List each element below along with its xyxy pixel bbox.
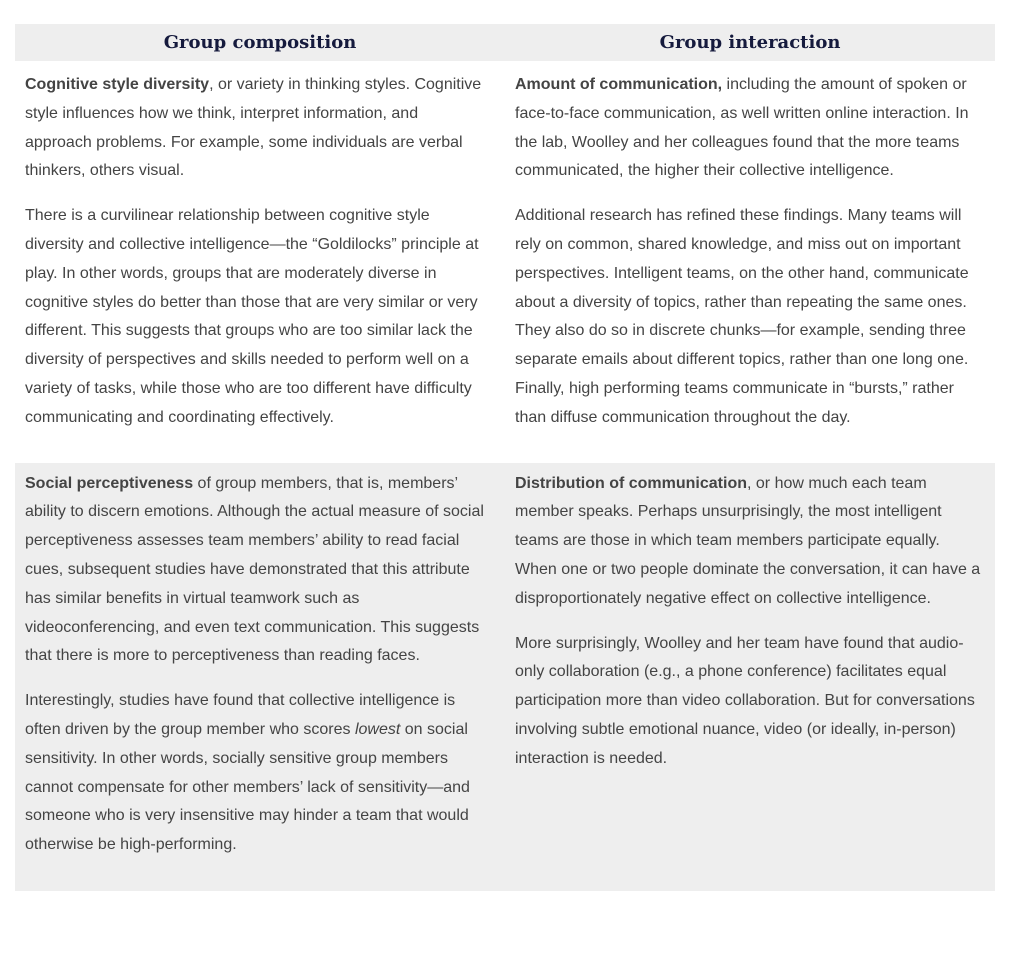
paragraph: Distribution of communication, or how much each team member speaks. Perhaps unsurprisingly, the most intelligent teams are those in which team members participate equally. When one or two people dominate the conversation, it can have a disproportionately negative effect on collective intelligence.	[515, 474, 981, 607]
paragraph: Cognitive style diversity, or variety in thinking styles. Cognitive style influences how we think, interpret information, and approach problems. For example, some individuals are verbal thinkers, others visual.	[25, 76, 482, 180]
table-row	[15, 463, 995, 891]
paragraph: Social perceptiveness of group members, that is, members’ ability to discern emotions. Although the actual measure of social perceptiveness assesses team members’ ability to read facial cues, subsequent studies have demonstrated that this attribute has similar benefits in virtual teamwork such as videoconferencing, and even text communication. This suggests that there is more to perceptiveness than reading faces.	[25, 474, 484, 665]
cell-amount-of-communication	[505, 61, 995, 463]
cell-social-perceptiveness	[15, 463, 505, 891]
term-bold: Amount of communication,	[515, 76, 723, 93]
term-bold: Distribution of communication	[515, 474, 747, 492]
paragraph: There is a curvilinear relationship between cognitive style diversity and collective intelligence—the “Goldilocks” principle at play. In other words, groups that are moderately diverse in cognitive styles do better than those that are very similar or very different. This suggests that groups who are too similar lack the diversity of perspectives and skills needed to perform well on a variety of tasks, while those who are too different have difficulty communicating and coordinating effectively.	[25, 207, 479, 426]
table-row	[15, 61, 995, 463]
comparison-table	[15, 24, 995, 891]
term-bold: Social perceptiveness	[25, 474, 194, 492]
paragraph: Additional research has refined these findings. Many teams will rely on common, shared knowledge, and miss out on important perspectives. Intelligent teams, on the other hand, communicate about a diversity of topics, rather than repeating the same ones. They also do so in discrete chunks—for example, sending three separate emails about different topics, rather than one long one. Finally, high performing teams communicate in “bursts,” rather than diffuse communication throughout the day.	[515, 207, 969, 426]
header-group-composition: Group composition	[15, 24, 505, 61]
header-row	[15, 24, 995, 61]
header-group-interaction: Group interaction	[505, 24, 995, 61]
term-bold: Cognitive style diversity	[25, 76, 210, 93]
emphasis: lowest	[354, 720, 401, 738]
cell-distribution-of-communication	[505, 463, 995, 891]
cell-cognitive-style-diversity	[15, 61, 505, 463]
paragraph: Interestingly, studies have found that collective intelligence is often driven by the group member who scores lowest on social sensitivity. In other words, socially sensitive group members cannot compensate for other members’ lack of sensitivity—and someone who is very insensitive may hinder a team that would otherwise be high-performing.	[25, 692, 470, 854]
paragraph: Amount of communication, including the amount of spoken or face-to-face communication, as well written online interaction. In the lab, Woolley and her colleagues found that the more teams communicated, the higher their collective intelligence.	[515, 76, 969, 180]
paragraph: More surprisingly, Woolley and her team have found that audio-only collaboration (e.g., a phone conference) facilitates equal participation more than video collaboration. But for conversations involving subtle emotional nuance, video (or ideally, in-person) interaction is needed.	[515, 634, 975, 767]
